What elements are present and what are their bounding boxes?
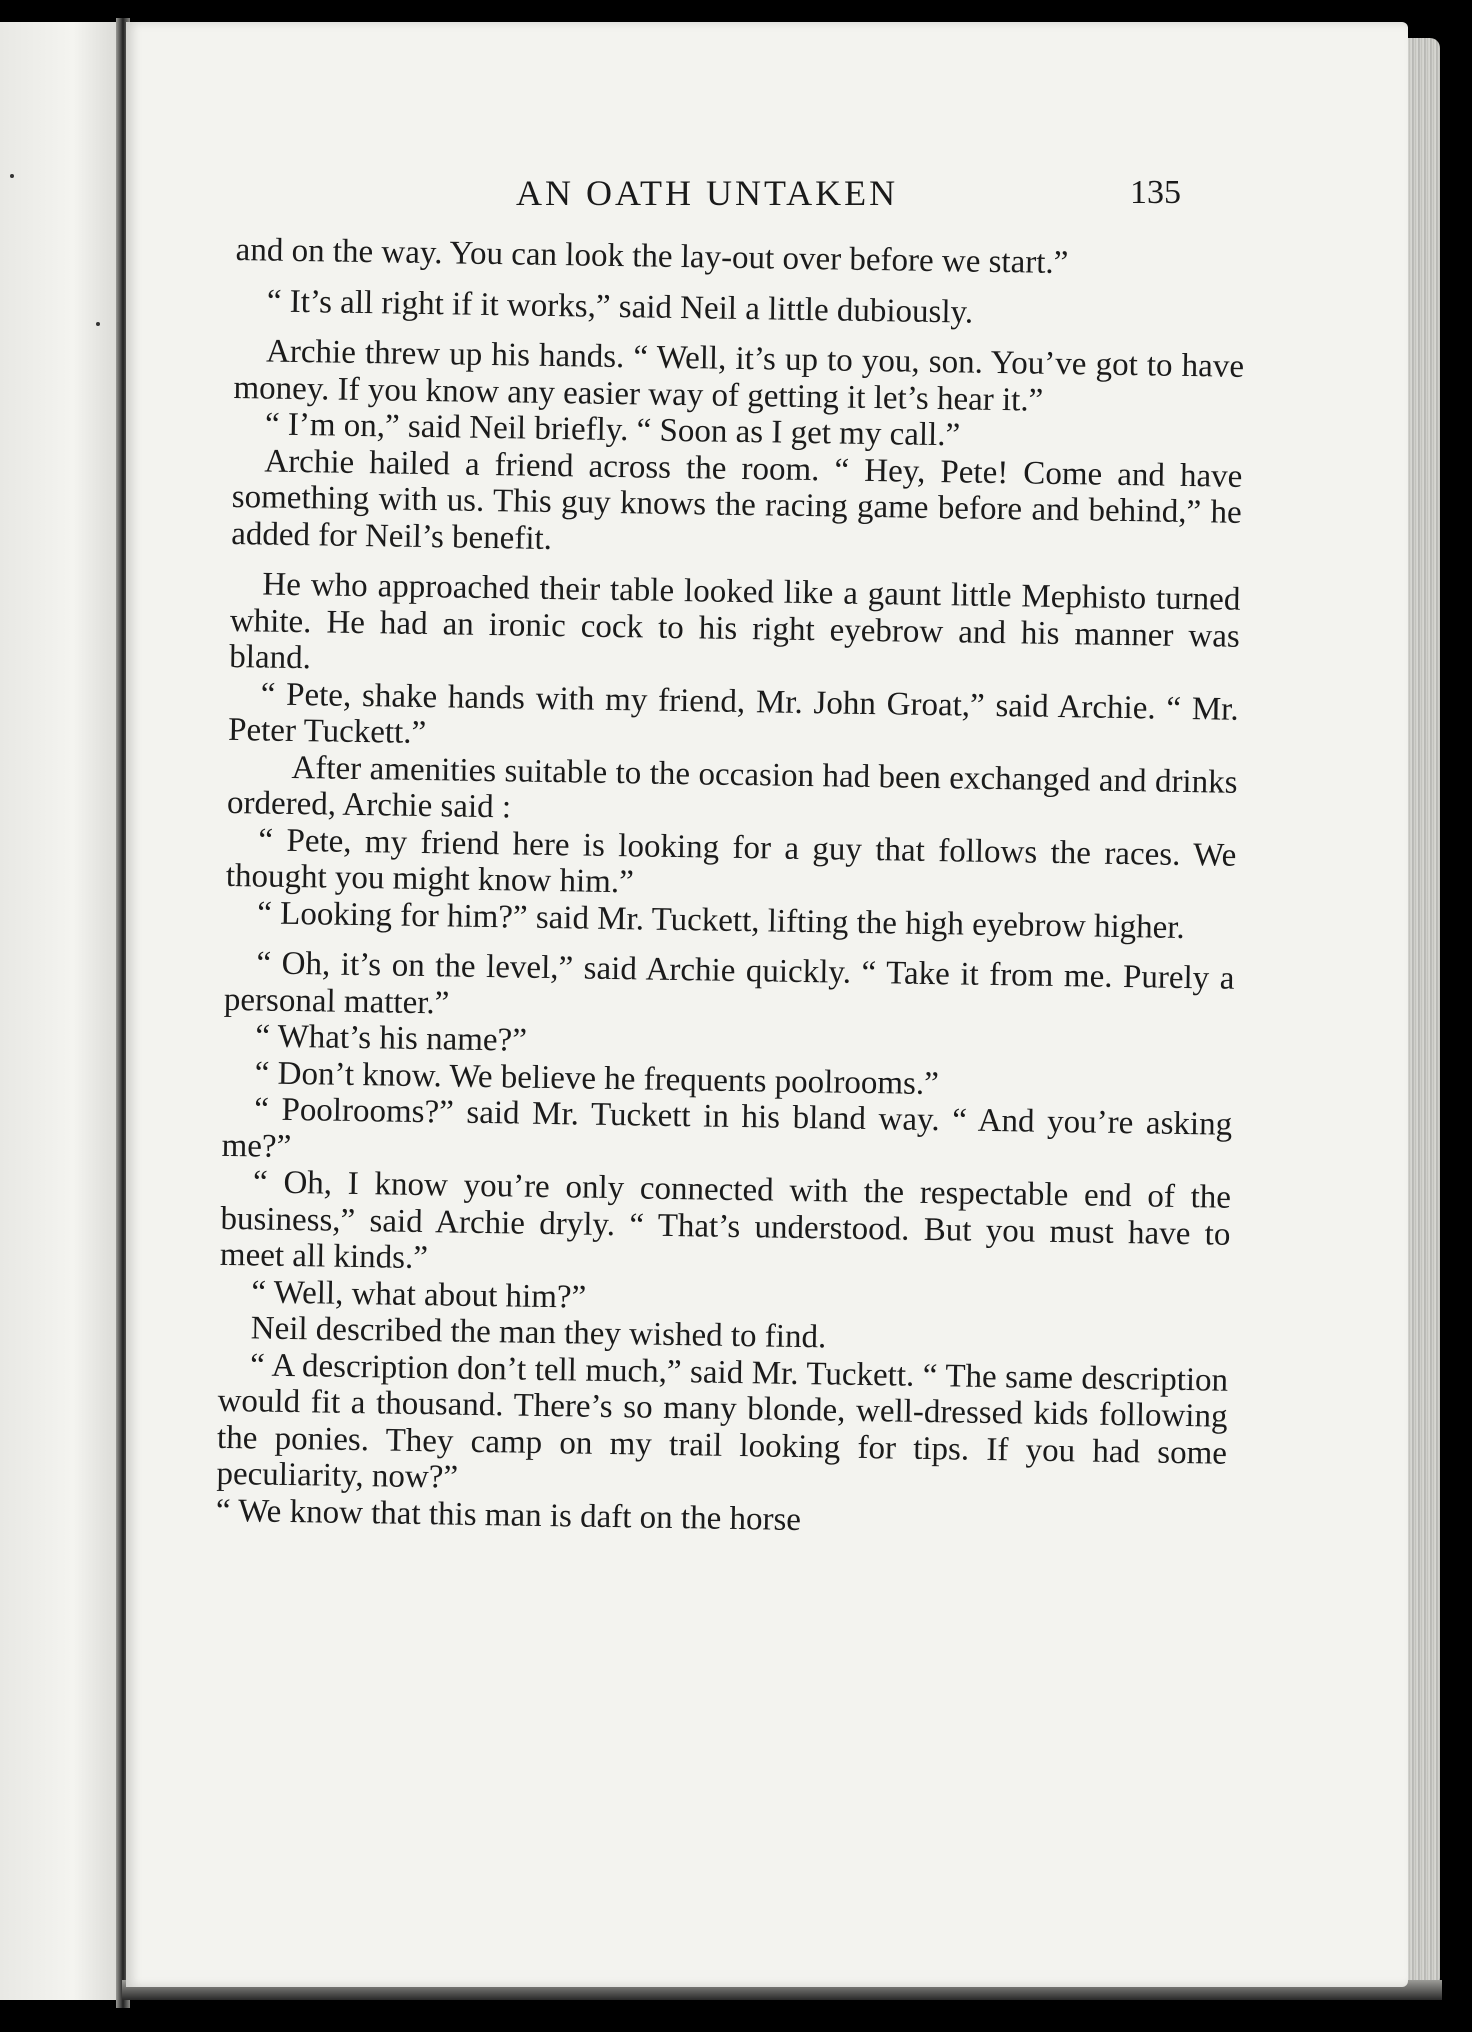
book-page xyxy=(126,22,1408,1987)
paragraph: “ Oh, it’s on the level,” said Archie quickly. “ Take it from me. Purely a personal matter.” xyxy=(223,945,1235,1021)
paragraph: “ Looking for him?” said Mr. Tuckett, lifting the high eyebrow higher. xyxy=(257,894,1186,946)
paragraph: Neil described the man they wished to find. xyxy=(250,1310,827,1356)
paragraph: Archie hailed a friend across the room. “ Hey, Pete! Come and have something with us. This guy knows the racing game before and behind,” he added for Neil’s benefit. xyxy=(230,442,1243,557)
paragraph: He who approached their table looked like a gaunt little Mephisto turned white. He had an ironic cock to his right eyebrow and his manner was bland. xyxy=(229,566,1241,677)
paragraph: “ Pete, shake hands with my friend, Mr. John Groat,” said Archie. “ Mr. Peter Tuckett.” xyxy=(227,675,1239,752)
running-title: AN OATH UNTAKEN xyxy=(516,173,899,213)
paragraph: Archie threw up his hands. “ Well, it’s up to you, son. You’ve got to have money. If you know any easier way of getting it let’s hear it.” xyxy=(233,333,1245,419)
speck-mark xyxy=(10,174,14,178)
paragraph: “ Poolrooms?” said Mr. Tuckett in his bland way. “ And you’re asking me?” xyxy=(221,1091,1233,1165)
paragraph: “ Pete, my friend here is looking for a guy that follows the races. We thought you might know him.” xyxy=(225,821,1237,901)
paragraph: and on the way. You can look the lay-out over before we start.” xyxy=(235,232,1069,282)
paragraph: “ We know that this man is daft on the horse xyxy=(215,1492,802,1538)
paragraph: After amenities suitable to the occasion had been exchanged and drinks ordered, Archie said : xyxy=(226,749,1238,826)
body-text xyxy=(216,232,1246,1545)
facing-page-edge xyxy=(0,22,122,2000)
paragraph: “ It’s all right if it works,” said Neil a little dubiously. xyxy=(266,282,974,331)
speck-mark xyxy=(96,322,100,326)
page-number: 135 xyxy=(1130,174,1181,211)
paragraph: “ A description don’t tell much,” said Mr. Tuckett. “ The same description would fit a thousand. There’s so many blonde, well-dressed kids following the ponies. They camp on my trail looking for tips. If you had some peculiarity, now?” xyxy=(216,1346,1229,1496)
paragraph: “ Well, what about him?” xyxy=(251,1273,587,1316)
paragraph: “ I’m on,” said Neil briefly. “ Soon as I get my call.” xyxy=(264,406,961,454)
running-head xyxy=(126,172,1408,212)
paragraph: “ Don’t know. We believe he frequents poolrooms.” xyxy=(254,1054,940,1102)
paragraph: “ What’s his name?” xyxy=(255,1018,528,1059)
paragraph: “ Oh, I know you’re only connected with the respectable end of the business,” said Archie dryly. “ That’s understood. But you must have to meet all kinds.” xyxy=(219,1164,1232,1277)
